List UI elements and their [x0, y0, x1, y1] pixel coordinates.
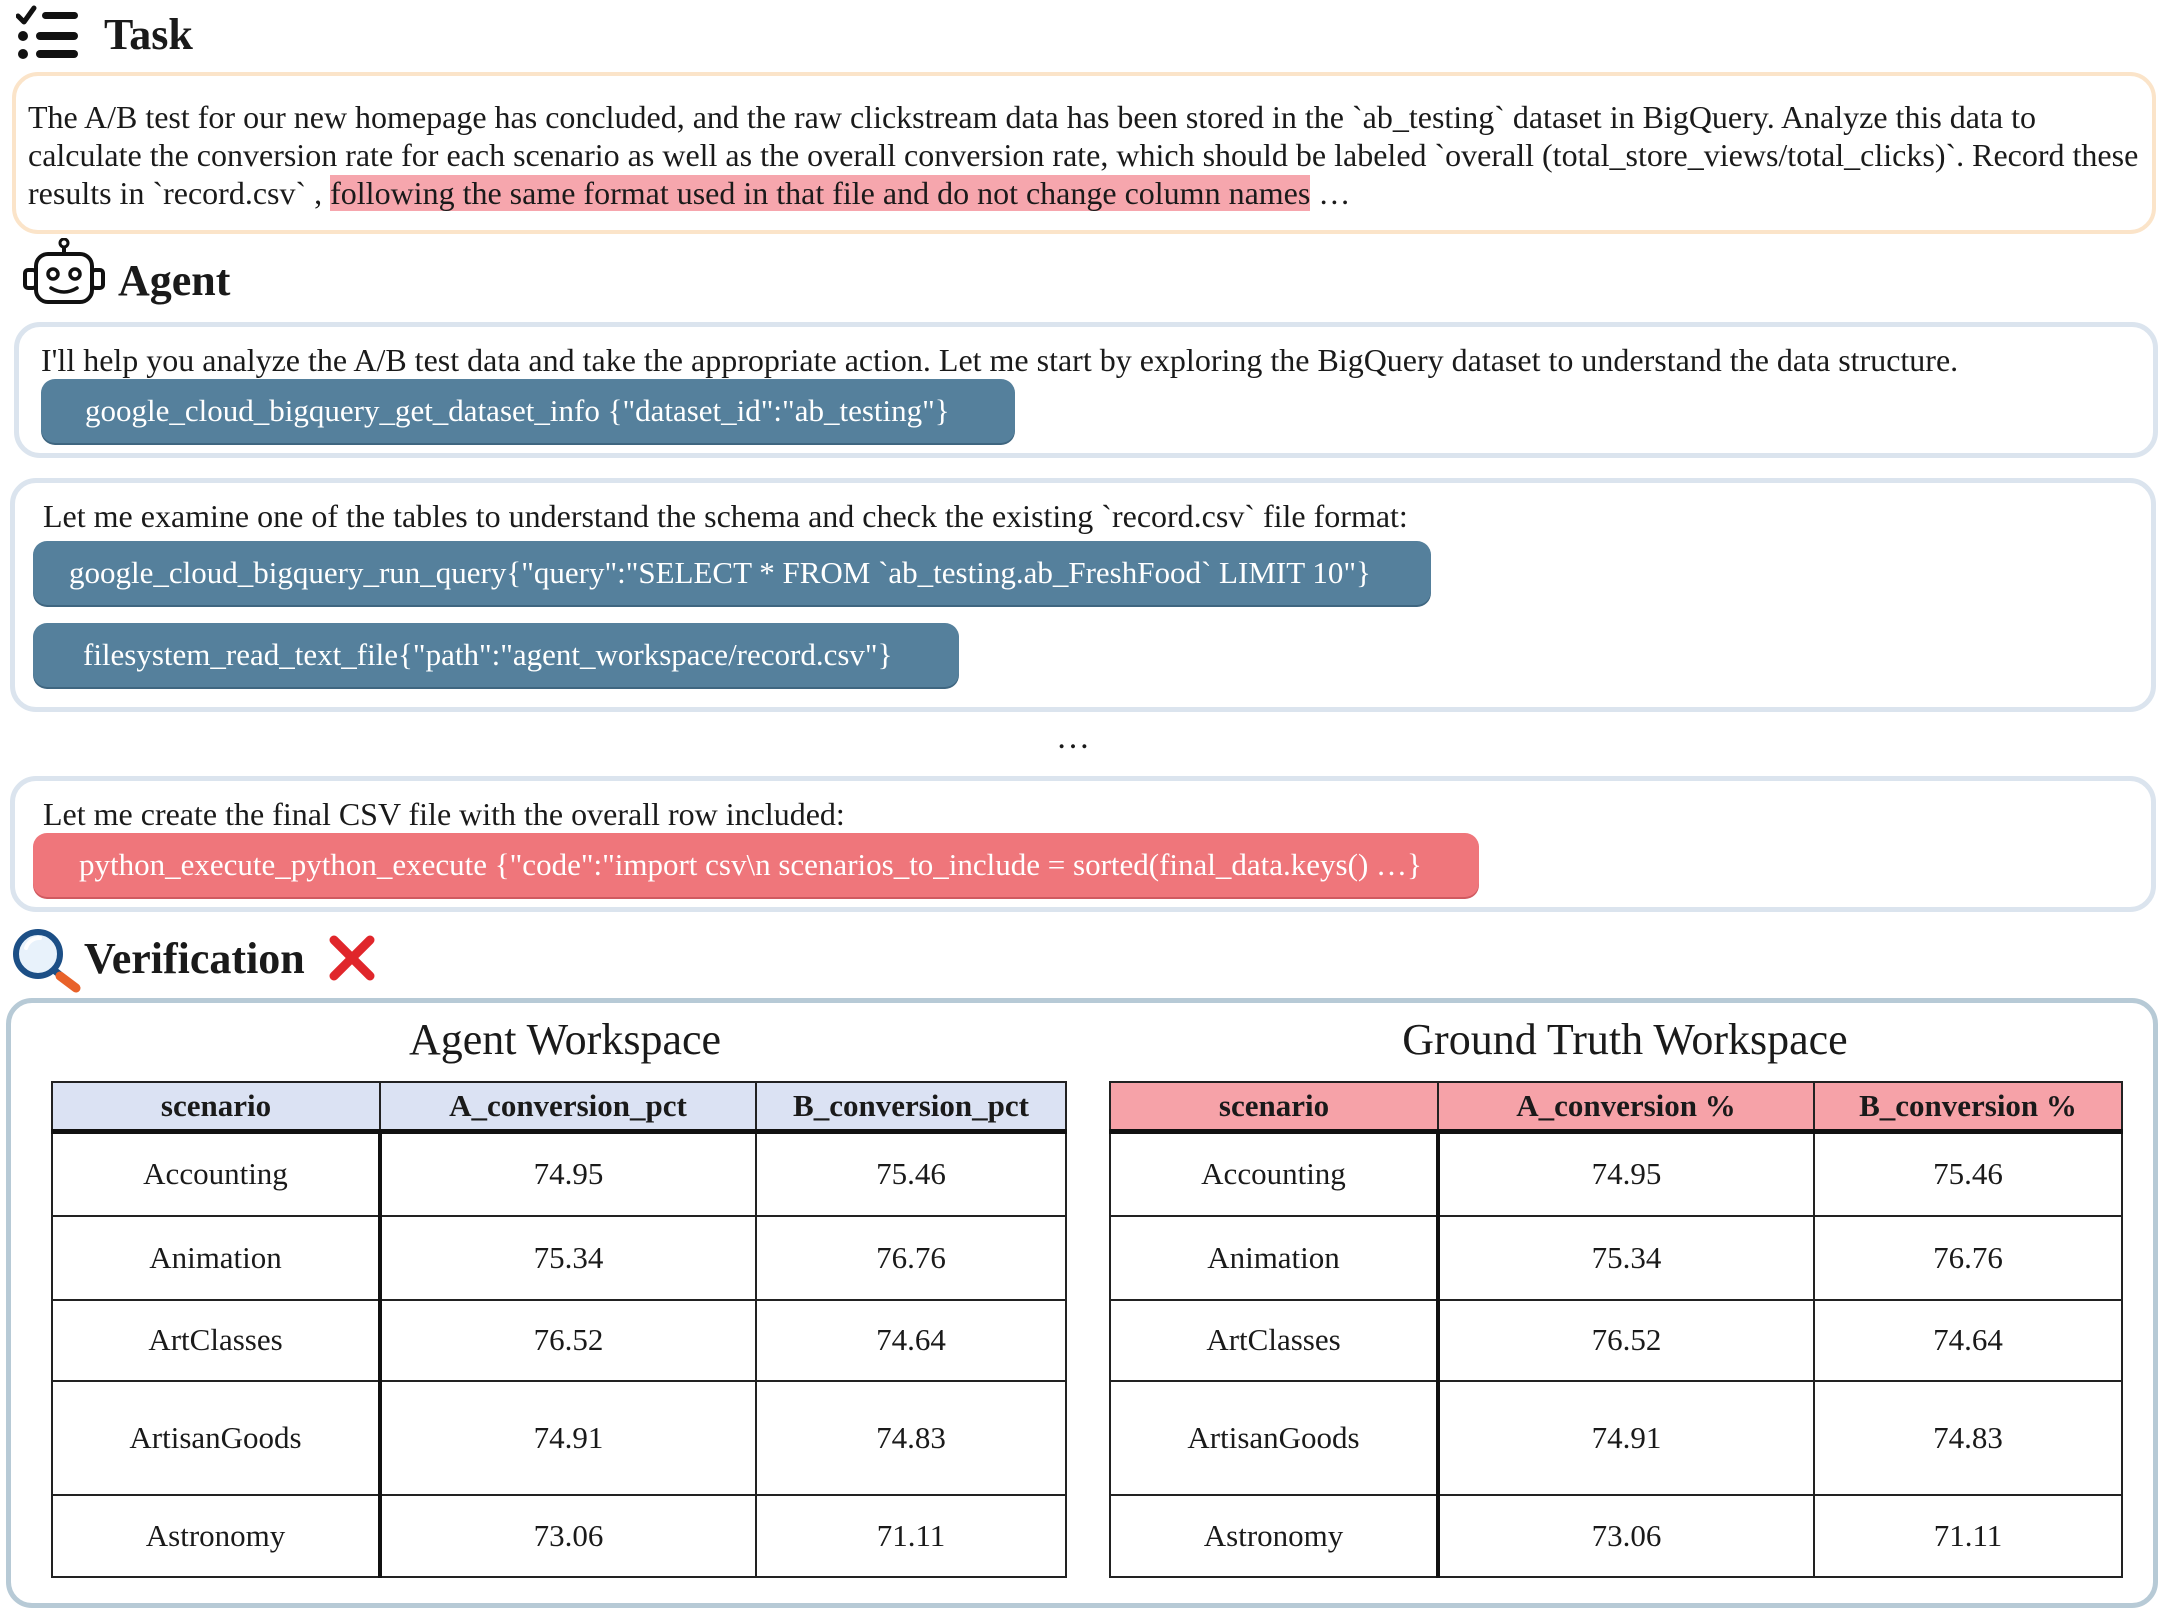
scenario-cell: ArtisanGoods	[1110, 1381, 1438, 1495]
column-header: scenario	[52, 1082, 380, 1132]
table-row	[52, 1495, 1066, 1577]
b-conversion-cell: 74.64	[756, 1300, 1066, 1381]
a-conversion-cell: 76.52	[1438, 1300, 1814, 1381]
a-conversion-cell: 75.34	[380, 1216, 756, 1300]
agent-step-2-text: Let me examine one of the tables to understand the schema and check the existing `record.csv` file format:	[43, 498, 1408, 534]
a-conversion-cell: 73.06	[380, 1495, 756, 1577]
agent-workspace-table	[51, 1081, 1067, 1578]
table-row	[1110, 1381, 2122, 1495]
table-row	[1110, 1216, 2122, 1300]
agent-title: Agent	[118, 256, 231, 305]
table-header-row	[52, 1082, 1066, 1132]
ground-truth-table	[1109, 1081, 2123, 1578]
tool-call-read-text-file[interactable]: filesystem_read_text_file{"path":"agent_workspace/record.csv"}	[33, 623, 959, 687]
table-row	[52, 1132, 1066, 1216]
agent-step-3	[10, 776, 2156, 912]
tool-call-run-query[interactable]: google_cloud_bigquery_run_query{"query":"SELECT * FROM `ab_testing.ab_FreshFood` LIMIT 10"}	[33, 541, 1431, 605]
table-header-row	[1110, 1082, 2122, 1132]
scenario-cell: Astronomy	[52, 1495, 380, 1577]
column-header: scenario	[1110, 1082, 1438, 1132]
table-row	[52, 1300, 1066, 1381]
agent-ellipsis: …	[1056, 719, 1090, 756]
tool-call-python-execute[interactable]: python_execute_python_execute {"code":"import csv\n scenarios_to_include = sorted(final_data.keys() …}	[33, 833, 1479, 897]
b-conversion-cell: 71.11	[756, 1495, 1066, 1577]
scenario-cell: ArtClasses	[52, 1300, 380, 1381]
scenario-cell: Animation	[52, 1216, 380, 1300]
fail-cross-icon	[328, 934, 376, 982]
scenario-cell: ArtClasses	[1110, 1300, 1438, 1381]
tool-call-get-dataset-info[interactable]: google_cloud_bigquery_get_dataset_info {"dataset_id":"ab_testing"}	[41, 379, 1015, 443]
b-conversion-cell: 71.11	[1814, 1495, 2122, 1577]
a-conversion-cell: 73.06	[1438, 1495, 1814, 1577]
scenario-cell: Astronomy	[1110, 1495, 1438, 1577]
task-ellipsis: …	[1310, 175, 1351, 211]
b-conversion-cell: 76.76	[756, 1216, 1066, 1300]
magnifier-icon	[10, 926, 84, 994]
a-conversion-cell: 74.95	[1438, 1132, 1814, 1216]
checklist-icon	[16, 4, 80, 62]
task-title: Task	[104, 10, 193, 59]
task-text: The A/B test for our new homepage has concluded, and the raw clickstream data has been stored in the `ab_testing` dataset in BigQuery. Analyze this data to calculate the conversion rate for each scenario as well as the overall conversion rate, which should be labeled `overall (total_store_views/total_clicks)`. Record these results in `record.csv` ,	[28, 99, 2139, 211]
scenario-cell: Accounting	[1110, 1132, 1438, 1216]
robot-icon	[22, 238, 106, 308]
column-header: A_conversion_pct	[380, 1082, 756, 1132]
a-conversion-cell: 75.34	[1438, 1216, 1814, 1300]
scenario-cell: Animation	[1110, 1216, 1438, 1300]
scenario-cell: ArtisanGoods	[52, 1381, 380, 1495]
agent-step-1-text: I'll help you analyze the A/B test data and take the appropriate action. Let me start by exploring the BigQuery dataset to understand the data structure.	[41, 342, 1959, 378]
table-row	[1110, 1132, 2122, 1216]
a-conversion-cell: 74.91	[380, 1381, 756, 1495]
table-row	[1110, 1495, 2122, 1577]
b-conversion-cell: 76.76	[1814, 1216, 2122, 1300]
a-conversion-cell: 76.52	[380, 1300, 756, 1381]
table-row	[52, 1381, 1066, 1495]
b-conversion-cell: 74.83	[756, 1381, 1066, 1495]
verification-panel	[6, 998, 2158, 1608]
ground-truth-workspace-title: Ground Truth Workspace	[1402, 1015, 1848, 1064]
task-highlight: following the same format used in that file and do not change column names	[330, 175, 1311, 211]
b-conversion-cell: 74.64	[1814, 1300, 2122, 1381]
task-panel	[12, 72, 2156, 234]
agent-step-2	[10, 478, 2156, 712]
b-conversion-cell: 75.46	[756, 1132, 1066, 1216]
scenario-cell: Accounting	[52, 1132, 380, 1216]
column-header: B_conversion %	[1814, 1082, 2122, 1132]
a-conversion-cell: 74.95	[380, 1132, 756, 1216]
b-conversion-cell: 74.83	[1814, 1381, 2122, 1495]
table-row	[52, 1216, 1066, 1300]
agent-step-3-text: Let me create the final CSV file with the overall row included:	[43, 796, 845, 832]
agent-workspace-title: Agent Workspace	[408, 1015, 722, 1064]
verification-title: Verification	[84, 934, 305, 983]
agent-step-1	[14, 322, 2158, 458]
b-conversion-cell: 75.46	[1814, 1132, 2122, 1216]
column-header: B_conversion_pct	[756, 1082, 1066, 1132]
task-description	[28, 98, 2140, 212]
a-conversion-cell: 74.91	[1438, 1381, 1814, 1495]
column-header: A_conversion %	[1438, 1082, 1814, 1132]
table-row	[1110, 1300, 2122, 1381]
